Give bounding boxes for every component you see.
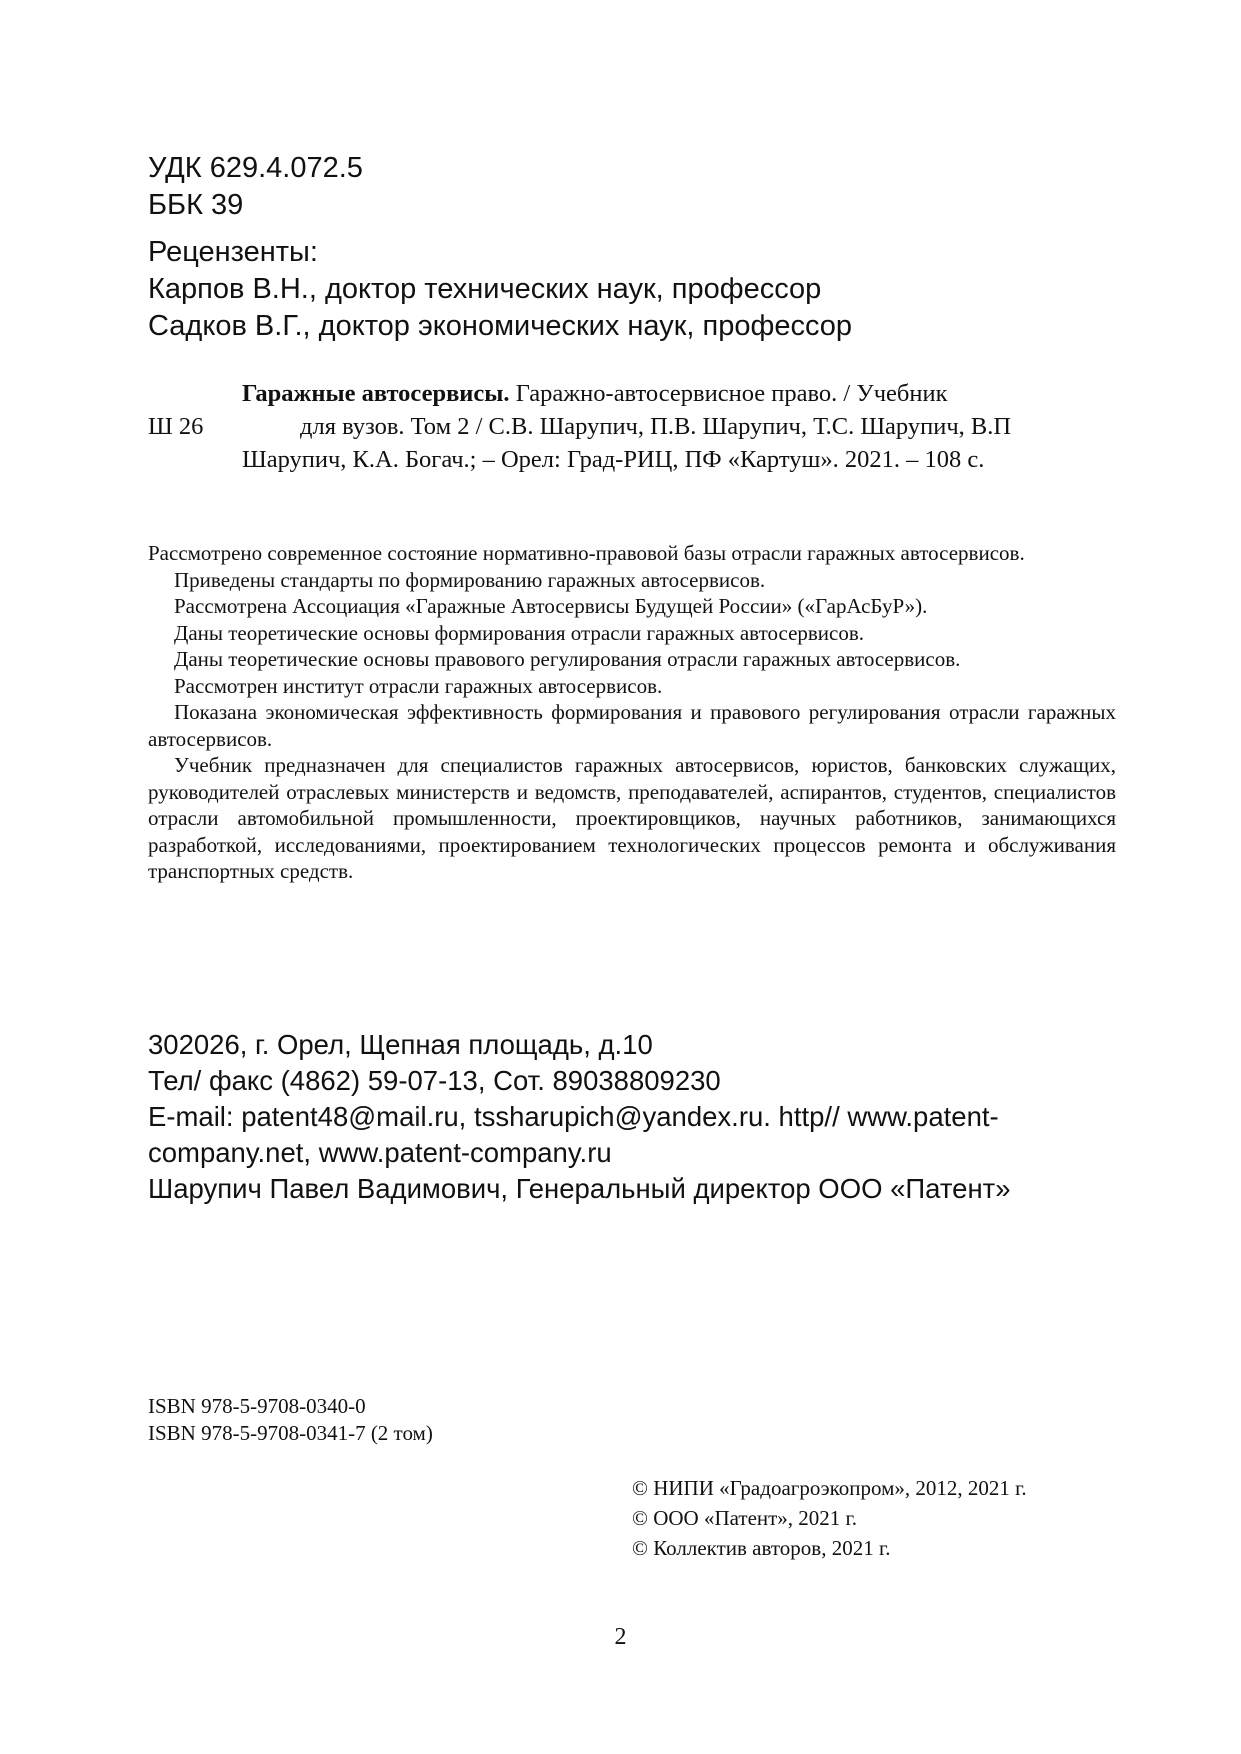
annotation-paragraph: Даны теоретические основы формирования отрасли гаражных автосервисов. <box>174 620 865 645</box>
annotation-paragraph: Даны теоретические основы правового регулирования отрасли гаражных автосервисов. <box>174 647 961 671</box>
copyright-line: © ООО «Патент», 2021 г. <box>632 1506 858 1530</box>
copyright-block <box>632 1473 1027 1563</box>
annotation-paragraph: Рассмотрена Ассоциация «Гаражные Автосервисы Будущей России» («ГарАсБуР»). <box>174 594 928 618</box>
cutter-mark: Ш 26 <box>148 413 204 440</box>
copyright-line: © Коллектив авторов, 2021 г. <box>632 1536 891 1560</box>
website-line: company.net, www.patent-company.ru <box>148 1137 612 1168</box>
annotation-paragraph: Рассмотрен институт отрасли гаражных автосервисов. <box>174 673 663 698</box>
classification-codes <box>148 150 363 224</box>
reviewer-item: Садков В.Г., доктор экономических наук, профессор <box>148 310 853 342</box>
annotation-paragraph: Рассмотрено современное состояние нормативно-правовой базы отрасли гаражных автосервисов. <box>148 541 1025 565</box>
isbn-line: ISBN 978-5-9708-0340-0 <box>148 1394 366 1418</box>
annotation-paragraph: Приведены стандарты по формированию гаражных автосервисов. <box>174 567 766 592</box>
reviewer-item: Карпов В.Н., доктор технических наук, профессор <box>148 273 822 305</box>
address: 302026, г. Орел, Щепная площадь, д.10 <box>148 1029 653 1060</box>
email-line: E-mail: patent48@mail.ru, tssharupich@yandex.ru. http// www.patent- <box>148 1101 999 1132</box>
annotation-paragraph: Учебник предназначен для специалистов гаражных автосервисов, юристов, банковских служащих, руководителей отраслевых министерств и ведомств, преподавателей, аспирантов, студентов, специалистов отрасли автомобильной промышленности, проектировщиков, научных работников, занимающихся разработкой, исследованиями, проектированием технологических процессов ремонта и обслуживания транспортных средств. <box>148 753 1116 883</box>
director: Шарупич Павел Вадимович, Генеральный директор ООО «Патент» <box>148 1173 1011 1204</box>
isbn-line: ISBN 978-5-9708-0341-7 (2 том) <box>148 1421 433 1445</box>
phone: Тел/ факс (4862) 59-07-13, Сот. 89038809230 <box>148 1065 721 1096</box>
biblio-authors-part1: для вузов. Том 2 / С.В. Шарупич, П.В. Шарупич, Т.С. Шарупич, В.П <box>300 413 1012 440</box>
publisher-contacts <box>148 1027 1108 1207</box>
annotation <box>148 540 1116 885</box>
copyright-line: © НИПИ «Градоагроэкопром», 2012, 2021 г. <box>632 1476 1027 1500</box>
udk-code: УДК 629.4.072.5 <box>148 152 363 184</box>
book-title: Гаражные автосервисы. <box>242 380 510 407</box>
isbn-block <box>148 1393 433 1447</box>
reviewers-block <box>148 234 852 345</box>
book-subtitle: Гаражно-автосервисное право. / Учебник <box>509 380 948 407</box>
biblio-line-3: Шарупич, К.А. Богач.; – Орел: Град-РИЦ, ПФ «Картуш». 2021. – 108 с. <box>242 446 985 473</box>
annotation-paragraph: Показана экономическая эффективность формирования и правового регулирования отрасли гаражных автосервисов. <box>148 700 1116 751</box>
biblio-line-2 <box>148 410 1011 443</box>
biblio-line-1 <box>242 377 947 410</box>
bbk-code: ББК 39 <box>148 189 244 221</box>
page-number: 2 <box>614 1624 627 1650</box>
reviewers-heading: Рецензенты: <box>148 236 318 268</box>
